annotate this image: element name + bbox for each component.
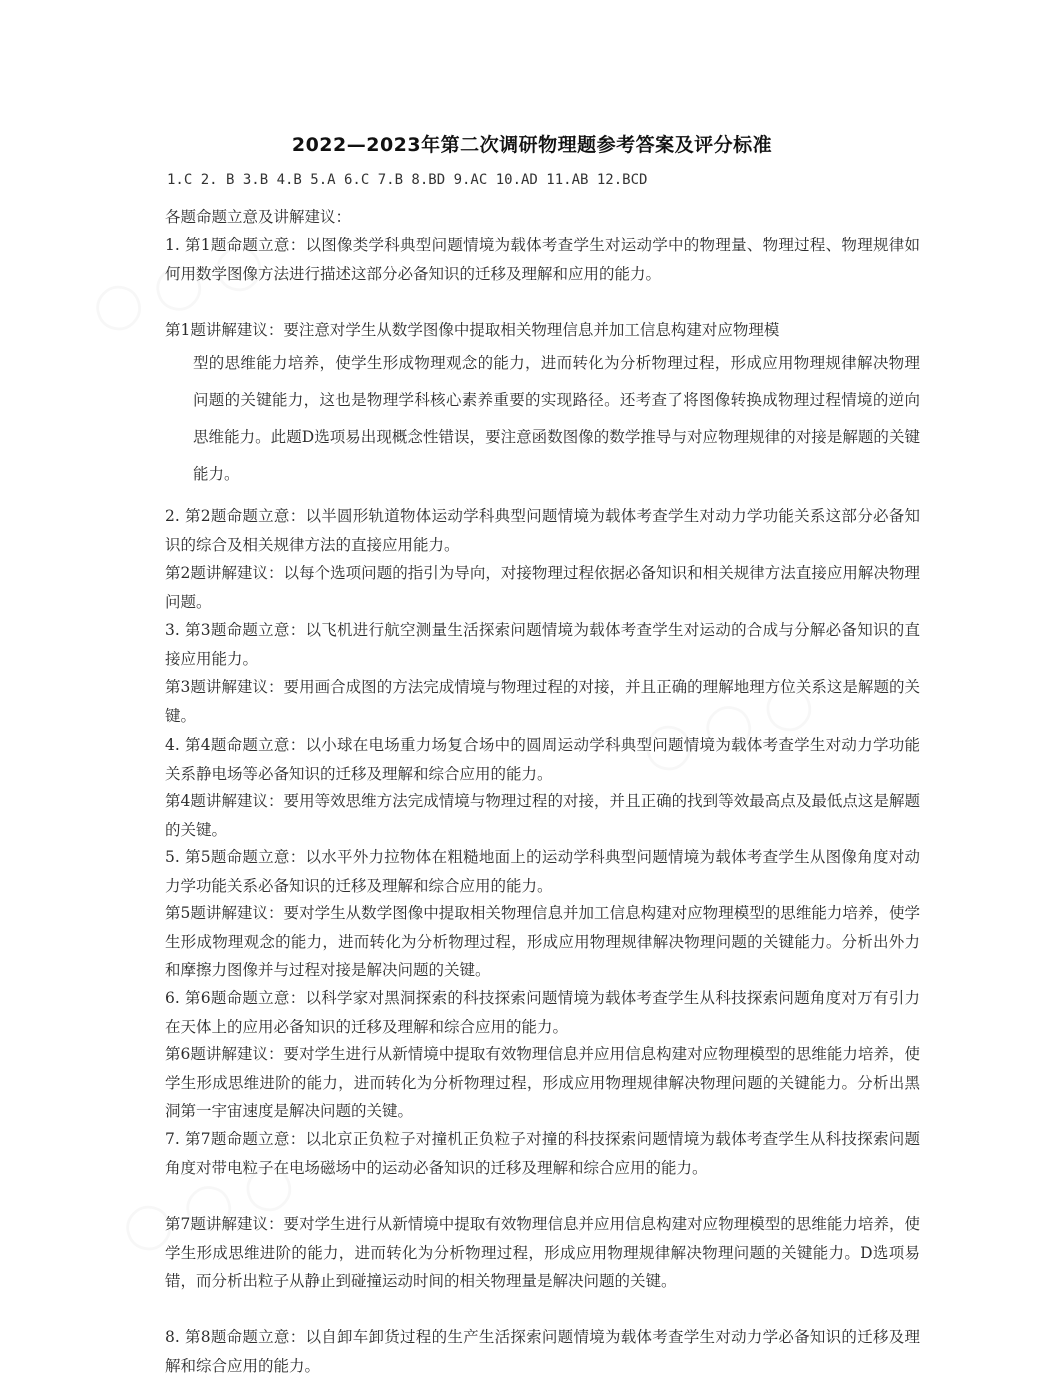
q8-intent: 8. 第8题命题立意：以自卸车卸货过程的生产生活探索问题情境为载体考查学生对动力学必备知识的迁移及理解和综合应用的能力。: [165, 1328, 920, 1375]
intro-heading: 各题命题立意及讲解建议：: [165, 208, 352, 226]
watermark: ◯ ◯ ◯: [116, 1154, 300, 1257]
q7-advice: 第7题讲解建议：要对学生进行从新情境中提取有效物理信息并应用信息构建对应物理模型的思维能力培养，使学生形成思维进阶的能力，进而转化为分析物理过程，形成应用物理规律解决物理问题的关键能力。D选项易错，而分析出粒子从静止到碰撞运动时间的相关物理量是解决问题的关键。: [165, 1215, 920, 1290]
q3-intent: 3. 第3题命题立意：以飞机进行航空测量生活探索问题情境为载体考查学生对运动的合成与分解必备知识的直接应用能力。: [165, 621, 920, 668]
q5-intent: 5. 第5题命题立意：以水平外力拉物体在粗糙地面上的运动学科典型问题情境为载体考查学生从图像角度对动力学功能关系必备知识的迁移及理解和综合应用的能力。: [165, 848, 920, 895]
q5-advice: 第5题讲解建议：要对学生从数学图像中提取相关物理信息并加工信息构建对应物理模型的思维能力培养，使学生形成物理观念的能力，进而转化为分析物理过程，形成应用物理规律解决物理问题的关键能力。分析出外力和摩擦力图像并与过程对接是解决问题的关键。: [165, 904, 920, 979]
q1-intent: 1. 第1题命题立意：以图像类学科典型问题情境为载体考查学生对运动学中的物理量、物理过程、物理规律如何用数学图像方法进行描述这部分必备知识的迁移及理解和应用的能力。: [165, 236, 920, 283]
page-title: 2022—2023年第二次调研物理题参考答案及评分标准: [291, 134, 773, 156]
q1-advice-rest: 型的思维能力培养，使学生形成物理观念的能力，进而转化为分析物理过程，形成应用物理规律解决物理问题的关键能力，这也是物理学科核心素养重要的实现路径。还考查了将图像转换成物理过程情境的逆向思维能力。此题D选项易出现概念性错误，要注意函数图像的数学推导与对应物理规律的对接是解题的关键能力。: [193, 353, 920, 483]
watermark: ◯ ◯ ◯: [86, 234, 270, 337]
q6-advice: 第6题讲解建议：要对学生进行从新情境中提取有效物理信息并应用信息构建对应物理模型的思维能力培养，使学生形成思维进阶的能力，进而转化为分析物理过程，形成应用物理规律解决物理问题的关键能力。分析出黑洞第一宇宙速度是解决问题的关键。: [165, 1045, 920, 1120]
q2-intent: 2. 第2题命题立意：以半圆形轨道物体运动学科典型问题情境为载体考查学生对动力学功能关系这部分必备知识的综合及相关规律方法的直接应用能力。: [165, 507, 920, 554]
q2-advice: 第2题讲解建议：以每个选项问题的指引为导向，对接物理过程依据必备知识和相关规律方法直接应用解决物理问题。: [165, 564, 920, 611]
q4-advice: 第4题讲解建议：要用等效思维方法完成情境与物理过程的对接，并且正确的找到等效最高点及最低点这是解题的关键。: [165, 792, 920, 839]
q1-advice: [165, 316, 920, 493]
q4-intent: 4. 第4题命题立意：以小球在电场重力场复合场中的圆周运动学科典型问题情境为载体考查学生对动力学功能关系静电场等必备知识的迁移及理解和综合应用的能力。: [165, 736, 920, 783]
watermark: ◯ ◯ ◯: [636, 674, 820, 777]
q3-advice: 第3题讲解建议：要用画合成图的方法完成情境与物理过程的对接，并且正确的理解地理方位关系这是解题的关键。: [165, 678, 920, 725]
q6-intent: 6. 第6题命题立意：以科学家对黑洞探索的科技探索问题情境为载体考查学生从科技探索问题角度对万有引力在天体上的应用必备知识的迁移及理解和综合应用的能力。: [165, 989, 920, 1036]
answer-key: 1.C 2. B 3.B 4.B 5.A 6.C 7.B 8.BD 9.AC 10.AD 11.AB 12.BCD: [167, 172, 648, 188]
q1-advice-first-line: 第1题讲解建议：要注意对学生从数学图像中提取相关物理信息并加工信息构建对应物理模: [165, 321, 780, 339]
q7-intent: 7. 第7题命题立意：以北京正负粒子对撞机正负粒子对撞的科技探索问题情境为载体考查学生从科技探索问题角度对带电粒子在电场磁场中的运动必备知识的迁移及理解和综合应用的能力。: [165, 1130, 920, 1177]
